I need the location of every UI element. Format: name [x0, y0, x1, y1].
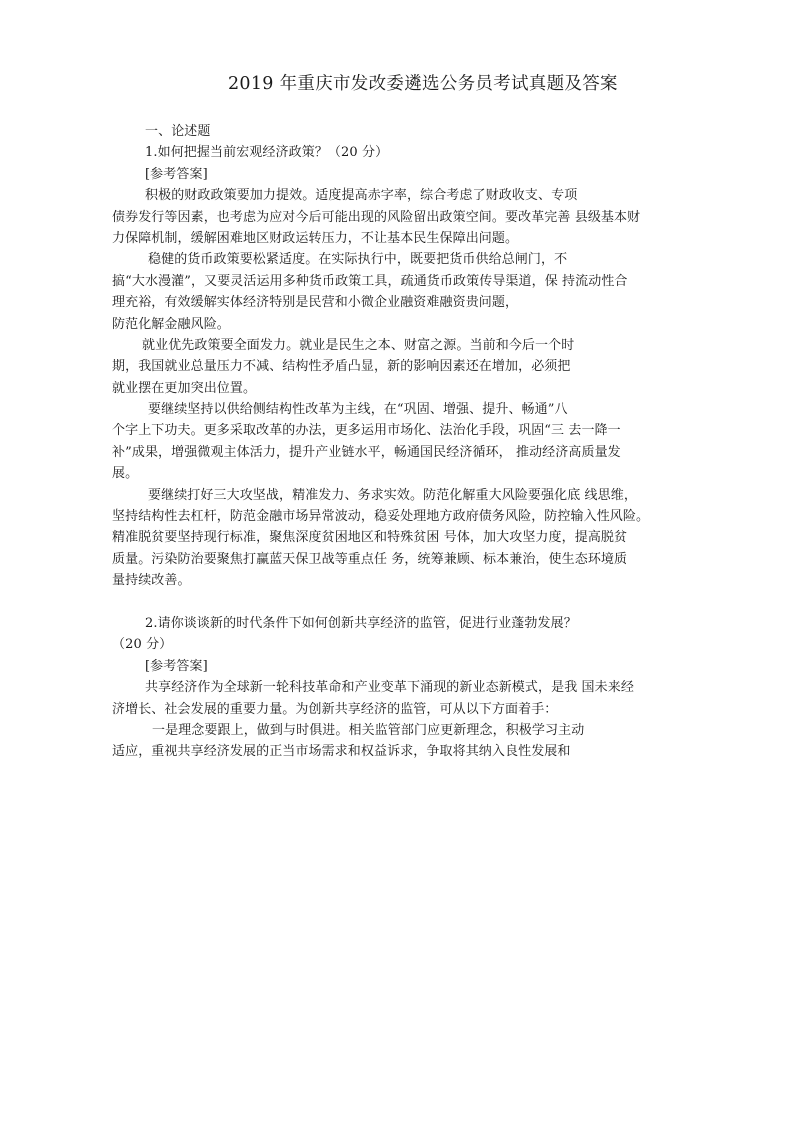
paragraph-line: 量持续改善。	[112, 573, 191, 589]
paragraph-line: 债券发行等因素，也考虑为应对今后可能出现的风险留出政策空间。要改革完善 县级基本财	[112, 209, 641, 225]
paragraph-line: 补”成果，增强微观主体活力，提升产业链水平，畅通国民经济循环， 推动经济高质量发	[112, 444, 621, 460]
reference-answer-label: [参考答案]	[145, 658, 208, 674]
paragraph-line: 适应，重视共享经济发展的正当市场需求和权益诉求，争取将其纳入良性发展和	[112, 744, 571, 760]
paragraph-line: 力保障机制，缓解困难地区财政运转压力，不让基本民生保障出问题。	[112, 230, 519, 246]
paragraph-line: 理充裕，有效缓解实体经济特别是民营和小微企业融资难融资贵问题，	[112, 295, 519, 311]
paragraph-line: 积极的财政政策要加力提效。适度提高赤字率，综合考虑了财政收支、专项	[145, 188, 578, 204]
paragraph-line: 要继续打好三大攻坚战，精准发力、务求实效。防范化解重大风险要强化底 线思维，	[148, 487, 637, 503]
paragraph-line: 济增长、社会发展的重要力量。为创新共享经济的监管，可从以下方面着手：	[112, 701, 558, 717]
paragraph-line: 一是理念要跟上，做到与时俱进。相关监管部门应更新理念，积极学习主动	[152, 722, 585, 738]
paragraph-line: 就业摆在更加突出位置。	[112, 380, 257, 396]
paragraph-line: 稳健的货币政策要松紧适度。在实际执行中，既要把货币供给总闸门，不	[148, 252, 568, 268]
question-2: 2.请你谈谈新的时代条件下如何创新共享经济的监管，促进行业蓬勃发展？	[145, 615, 577, 631]
paragraph-line: 搞“大水漫灌”，又要灵活运用多种货币政策工具，疏通货币政策传导渠道，保 持流动性合	[112, 273, 628, 289]
document-title: 2019 年重庆市发改委遴选公务员考试真题及答案	[228, 74, 618, 94]
paragraph-line: 防范化解金融风险。	[112, 316, 230, 332]
section-heading: 一、论述题	[145, 124, 211, 139]
paragraph-line: 展。	[112, 466, 139, 482]
paragraph-line: 个字上下功夫。更多采取改革的办法，更多运用市场化、法治化手段，巩固“三 去一降一	[112, 423, 621, 439]
paragraph-line: 坚持结构性去杠杆，防范金融市场异常波动，稳妥处理地方政府债务风险，防控输入性风险。	[112, 509, 650, 525]
paragraph-line: 就业优先政策要全面发力。就业是民生之本、财富之源。当前和今后一个时	[142, 337, 575, 353]
paragraph-line: 精准脱贫要坚持现行标准，聚焦深度贫困地区和特殊贫困 号体，加大攻坚力度，提高脱贫	[112, 530, 628, 546]
paragraph-line: 要继续坚持以供给侧结构性改革为主线，在“巩固、增强、提升、畅通”八	[148, 402, 568, 418]
paragraph-line: 共享经济作为全球新一轮科技革命和产业变革下涌现的新业态新模式，是我 国未来经	[145, 680, 634, 696]
paragraph-line: 期，我国就业总量压力不减、结构性矛盾凸显，新的影响因素还在增加，必须把	[112, 359, 571, 375]
document-body	[112, 121, 712, 763]
question-1: 1.如何把握当前宏观经济政策？（20 分）	[145, 145, 389, 161]
paragraph-line: 质量。污染防治要聚焦打赢蓝天保卫战等重点任 务，统筹兼顾、标本兼治，使生态环境质	[112, 551, 628, 567]
reference-answer-label: [参考答案]	[145, 166, 208, 182]
question-2-score: （20 分）	[112, 637, 173, 653]
spacer	[112, 592, 712, 613]
